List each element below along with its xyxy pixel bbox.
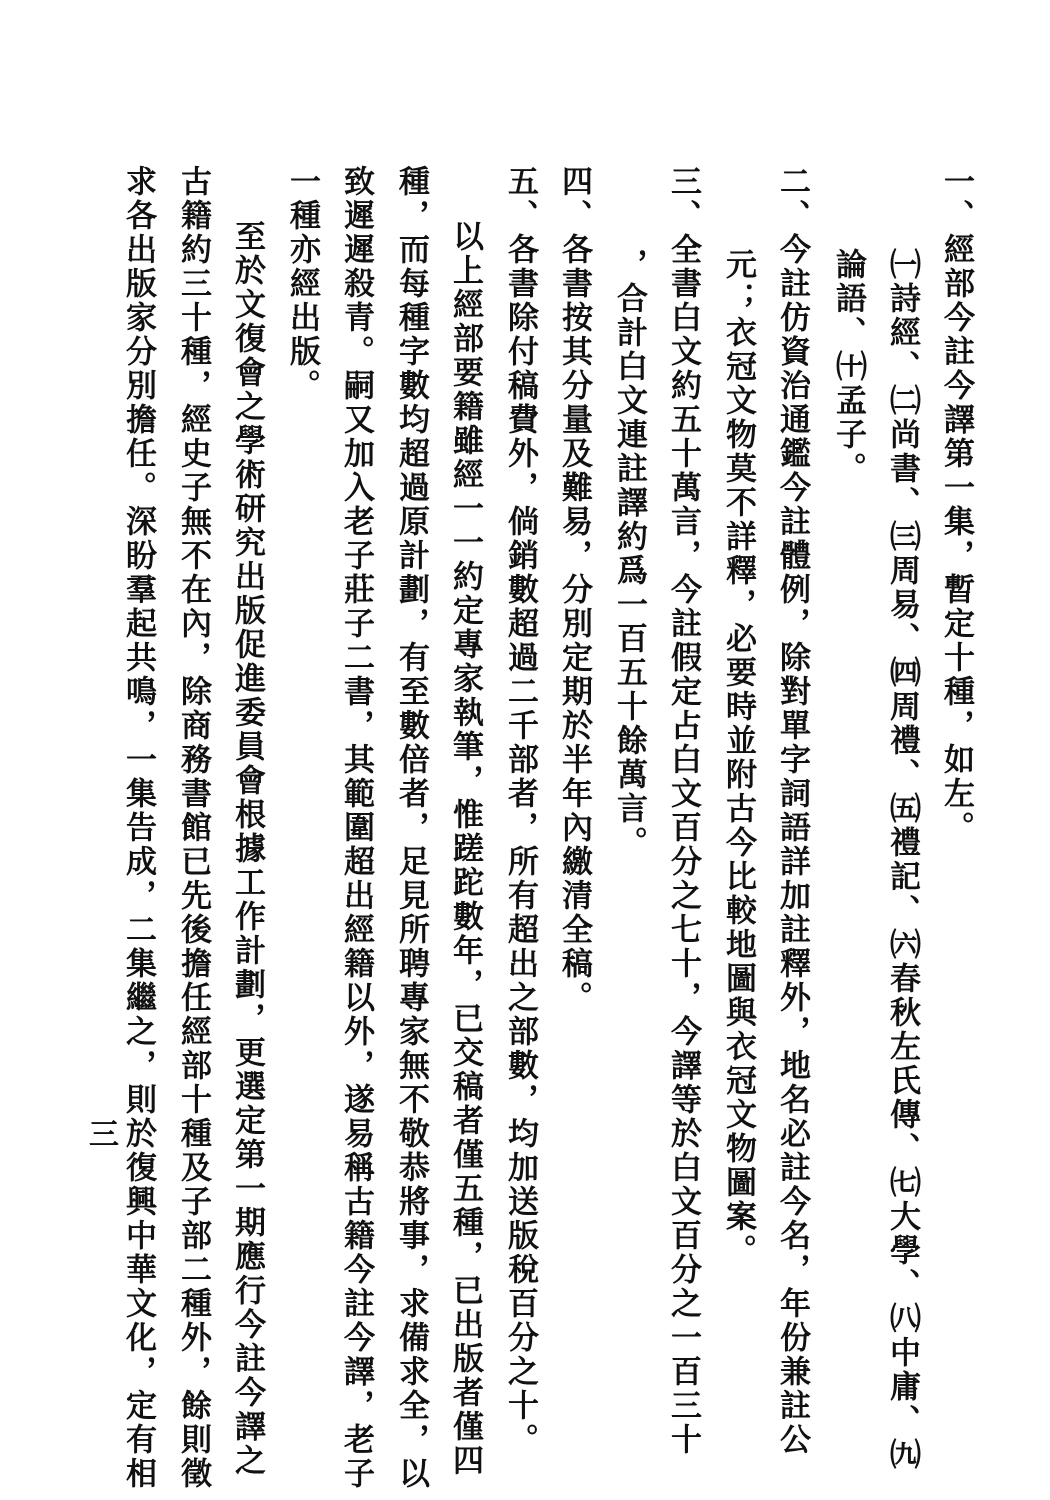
- text-column: 至於文復會之學術研究出版促進委員會根據工作計劃，更選定第一期應行今註今譯之: [229, 220, 265, 1478]
- text-column: 種，而每種字數均超過原計劃，有至數倍者，足見所聘專家無不敬恭將事，求備求全，以: [393, 165, 429, 1491]
- text-column: 三、全書白文約五十萬言，今註假定占白文百分之七十，今譯等於白文百分之一百三十: [665, 165, 701, 1457]
- text-column: 一、經部今註今譯第一集，暫定十種，如左。: [938, 165, 974, 845]
- text-column: 四、各書按其分量及難易，分別定期於半年內繳清全稿。: [556, 165, 592, 1015]
- text-column: 論語、㈩孟子。: [830, 248, 866, 486]
- text-column: 致遲遲殺青。嗣又加入老子莊子二書，其範圍超出經籍以外，遂易稱古籍今註今譯，老子: [338, 165, 374, 1491]
- page-number: 三: [83, 1118, 118, 1148]
- text-column: 求各出版家分別擔任。深盼羣起共鳴，一集告成，二集繼之，則於復興中華文化，定有相: [120, 165, 156, 1491]
- text-column: 元；衣冠文物莫不詳釋，必要時並附古今比較地圖與衣冠文物圖案。: [720, 248, 756, 1268]
- text-column: 以上經部要籍雖經一一約定專家執筆，惟蹉跎數年，已交稿者僅五種，已出版者僅四: [447, 220, 483, 1478]
- text-column: 二、今註仿資治通鑑今註體例，除對單字詞語詳加註釋外，地名必註今名，年份兼註公: [774, 165, 810, 1457]
- text-column: ，合計白文連註譯約爲一百五十餘萬言。: [611, 248, 647, 860]
- text-column: 古籍約三十種，經史子無不在內，除商務書館已先後擔任經部十種及子部二種外，餘則徵: [175, 165, 211, 1491]
- text-column: ㈠詩經、㈡尚書、㈢周易、㈣周禮、㈤禮記、㈥春秋左氏傳、㈦大學、㈧中庸、㈨: [884, 248, 920, 1472]
- text-column: 一種亦經出版。: [284, 165, 320, 403]
- text-column: 五、各書除付稿費外，倘銷數超過二千部者，所有超出之部數，均加送版稅百分之十。: [502, 165, 538, 1457]
